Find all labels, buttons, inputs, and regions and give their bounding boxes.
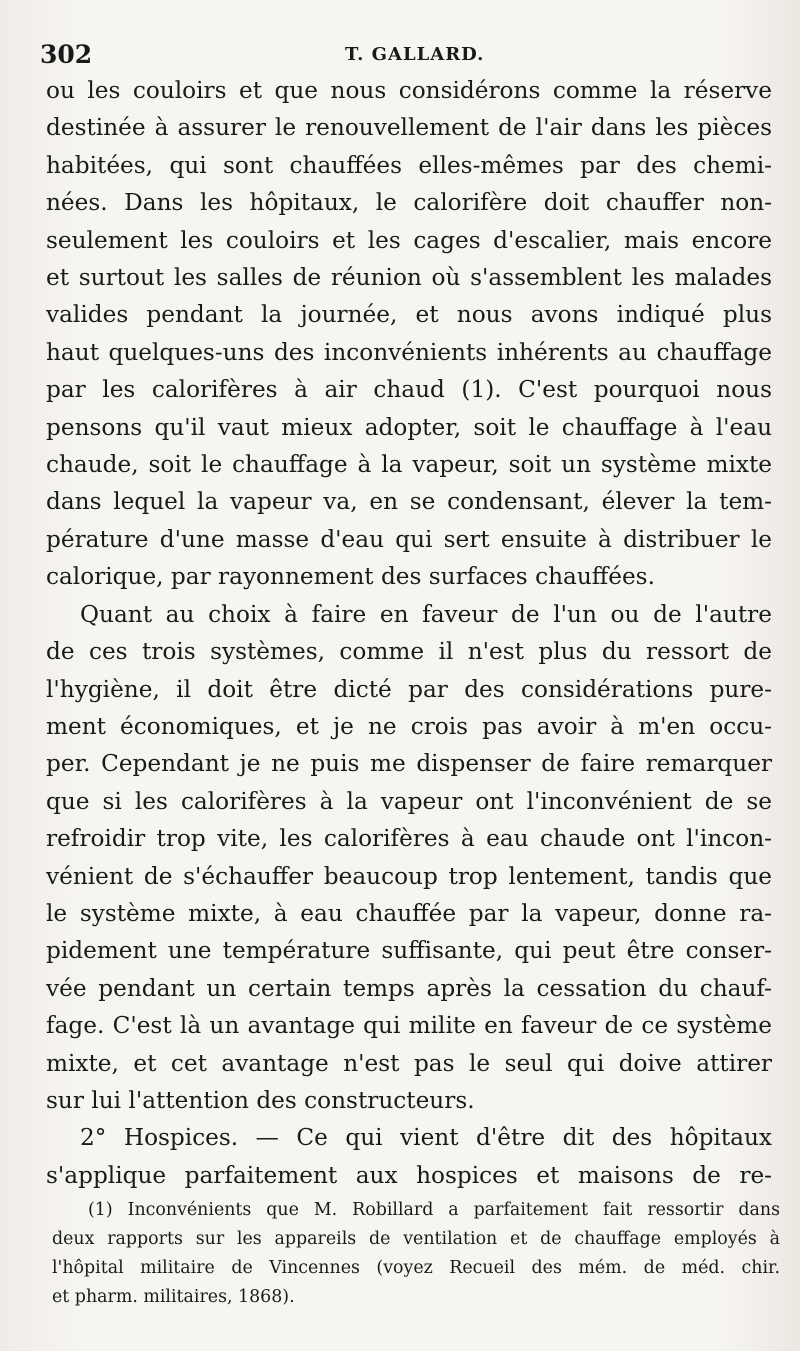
- body-line: [46, 558, 772, 595]
- body-line: [46, 858, 772, 895]
- body-line-text: de ces trois systèmes, comme il n'est plus du ressort de: [46, 638, 772, 666]
- footnote-line-text: et pharm. militaires, 1868).: [52, 1287, 295, 1307]
- page-number: 302: [40, 40, 93, 69]
- body-line-text: Quant au choix à faire en faveur de l'un ou de l'autre: [80, 600, 772, 628]
- body-line: [46, 296, 772, 333]
- body-line: [46, 109, 772, 146]
- body-line: [46, 745, 772, 782]
- body-line-text: vénient de s'échauffer beaucoup trop lentement, tandis que: [46, 862, 772, 890]
- body-line: [46, 820, 772, 857]
- footnote-line-text: deux rapports sur les appareils de ventilation et de chauffage employés à: [52, 1229, 780, 1249]
- body-line: [46, 596, 772, 633]
- body-line-text: per. Cependant je ne puis me dispenser de faire remarquer: [46, 750, 772, 778]
- body-line-text: calorique, par rayonnement des surfaces chauffées.: [46, 563, 655, 591]
- body-line-text: valides pendant la journée, et nous avons indiqué plus: [46, 301, 772, 329]
- body-line-text: mixte, et cet avantage n'est pas le seul qui doive attirer: [46, 1049, 772, 1077]
- body-line-text: haut quelques-uns des inconvénients inhérents au chauffage: [46, 338, 772, 366]
- body-line: [46, 371, 772, 408]
- body-line-text: refroidir trop vite, les calorifères à eau chaude ont l'incon-: [46, 825, 772, 853]
- body-line-text: ou les couloirs et que nous considérons comme la réserve: [46, 77, 772, 104]
- body-line: [46, 483, 772, 520]
- body-line-text: s'applique parfaitement aux hospices et maisons de re-: [46, 1161, 772, 1189]
- body-line: [46, 147, 772, 184]
- body-line: [46, 409, 772, 446]
- body-line: [46, 184, 772, 221]
- body-line: [46, 895, 772, 932]
- body-line-text: pidement une température suffisante, qui peut être conser-: [46, 937, 772, 965]
- body-line-text: le système mixte, à eau chauffée par la vapeur, donne ra-: [46, 899, 772, 927]
- body-line: [46, 671, 772, 708]
- footnote-line: [52, 1225, 780, 1254]
- body-line-text: destinée à assurer le renouvellement de l'air dans les pièces: [46, 114, 772, 142]
- body-line: [46, 1119, 772, 1156]
- body-line-text: ment économiques, et je ne crois pas avoir à m'en occu-: [46, 712, 772, 740]
- body-line-text: habitées, qui sont chauffées elles-mêmes par des chemi-: [46, 151, 772, 179]
- running-title: T. GALLARD.: [345, 44, 485, 65]
- body-line: [46, 1007, 772, 1044]
- footnote-line-text: l'hôpital militaire de Vincennes (voyez Recueil des mém. de méd. chir.: [52, 1258, 780, 1278]
- body-line-text: pensons qu'il vaut mieux adopter, soit le chauffage à l'eau: [46, 413, 772, 441]
- footnote-line: [52, 1254, 780, 1283]
- body-line-text: sur lui l'attention des constructeurs.: [46, 1086, 475, 1114]
- body-line: [46, 446, 772, 483]
- body-line: [46, 970, 772, 1007]
- body-line: [46, 1045, 772, 1082]
- body-line: [46, 521, 772, 558]
- body-line: [46, 633, 772, 670]
- body-line-text: seulement les couloirs et les cages d'escalier, mais encore: [46, 226, 772, 254]
- body-text: [46, 72, 772, 1194]
- body-line: [46, 932, 772, 969]
- body-line-text: par les calorifères à air chaud (1). C'est pourquoi nous: [46, 376, 772, 404]
- page-header: [40, 40, 780, 72]
- body-line-text: chaude, soit le chauffage à la vapeur, soit un système mixte: [46, 451, 772, 479]
- body-line: [46, 72, 772, 109]
- footnote-line-text: (1) Inconvénients que M. Robillard a parfaitement fait ressortir dans: [88, 1200, 780, 1220]
- body-line: [46, 334, 772, 371]
- body-line: [46, 1082, 772, 1119]
- body-line-text: fage. C'est là un avantage qui milite en faveur de ce système: [46, 1012, 772, 1040]
- body-line-text: vée pendant un certain temps après la cessation du chauf-: [46, 974, 772, 1002]
- body-line: [46, 783, 772, 820]
- body-line-text: l'hygiène, il doit être dicté par des considérations pure-: [46, 675, 772, 703]
- body-line-text: pérature d'une masse d'eau qui sert ensuite à distribuer le: [46, 525, 772, 553]
- footnotes: [52, 1196, 780, 1312]
- body-line-text: que si les calorifères à la vapeur ont l'inconvénient de se: [46, 787, 772, 815]
- body-line: [46, 222, 772, 259]
- body-line-text: nées. Dans les hôpitaux, le calorifère doit chauffer non-: [46, 189, 772, 217]
- body-line-text: et surtout les salles de réunion où s'assemblent les malades: [46, 264, 772, 292]
- body-line: [46, 259, 772, 296]
- footnote-line: [52, 1196, 780, 1225]
- body-line: [46, 708, 772, 745]
- footnote-line: [52, 1283, 780, 1312]
- body-line-text: dans lequel la vapeur va, en se condensant, élever la tem-: [46, 488, 772, 516]
- body-line: [46, 1157, 772, 1194]
- body-line-text: 2° Hospices. — Ce qui vient d'être dit des hôpitaux: [80, 1124, 772, 1152]
